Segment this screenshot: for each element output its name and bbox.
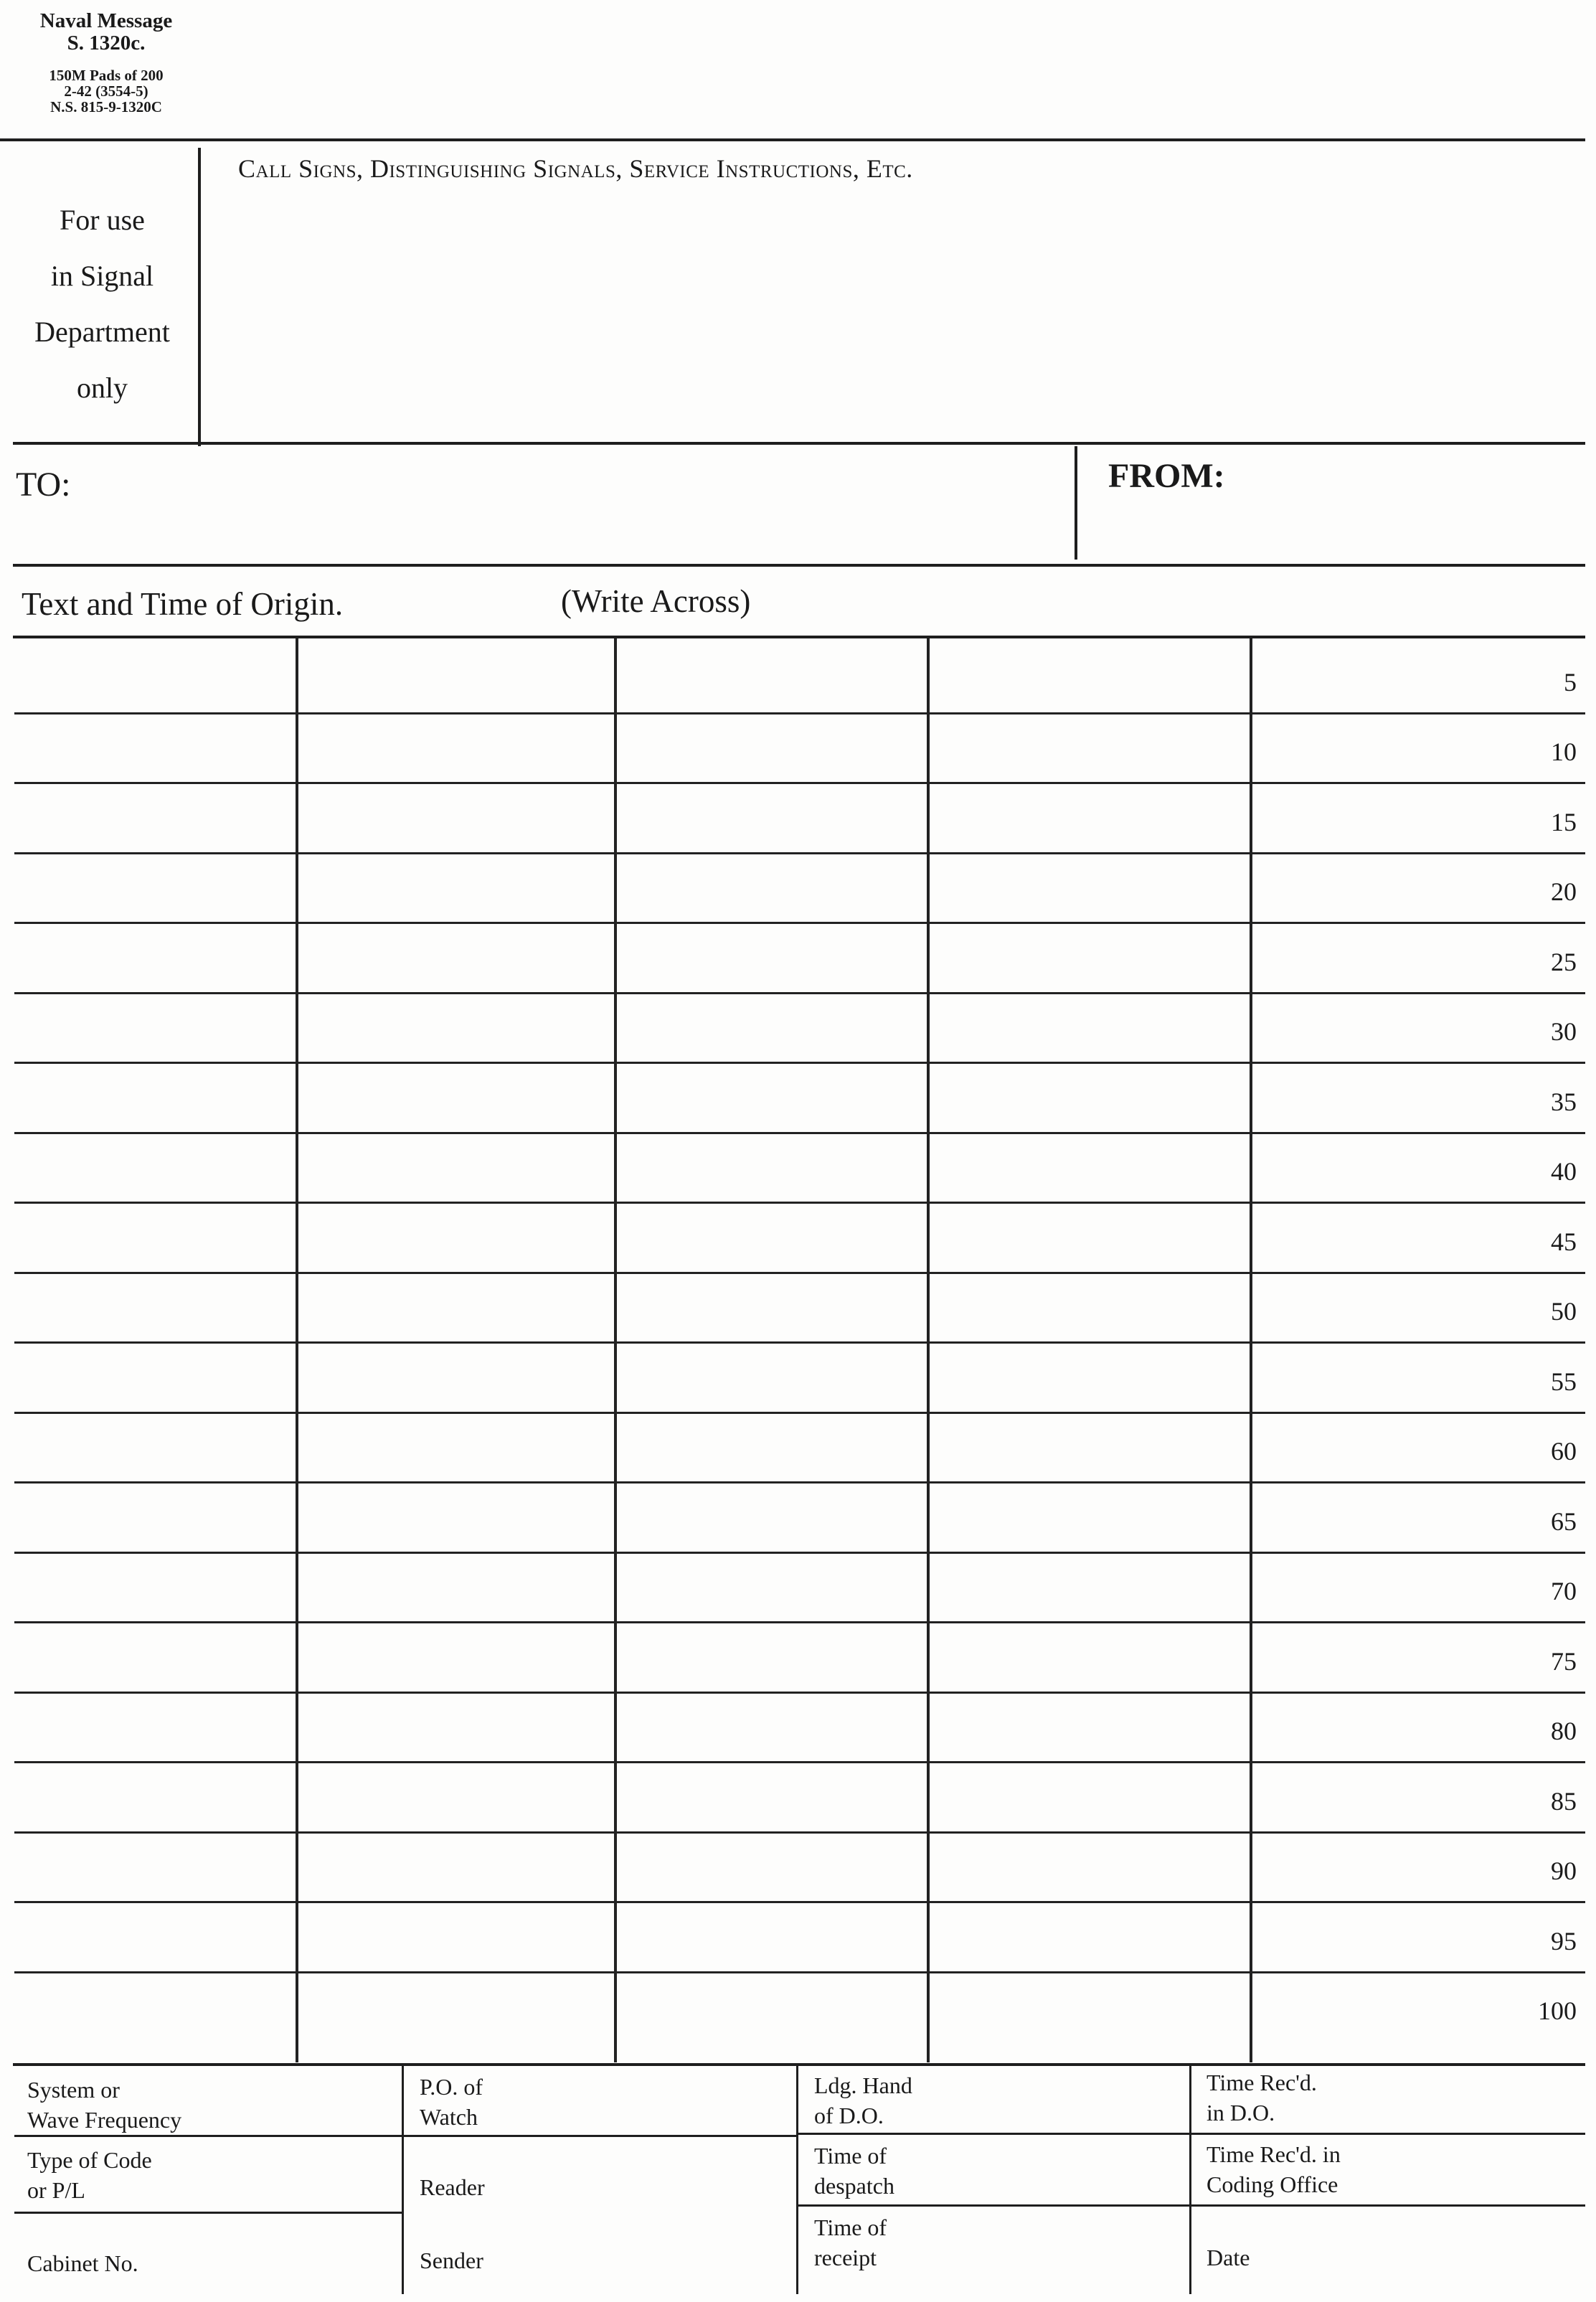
word-count-95: 95 [1551, 1927, 1577, 1956]
signal-note-line-2: in Signal [50, 260, 154, 292]
to-from-top-rule [13, 442, 1585, 445]
receipt-time-label: Time of receipt [814, 2214, 887, 2270]
signal-note-line-1: For use [60, 204, 145, 236]
form-number: S. 1320c. [67, 32, 146, 55]
word-count-50: 50 [1551, 1297, 1577, 1326]
reader-label: Reader [420, 2174, 485, 2200]
to-from-divider [1075, 446, 1077, 560]
cabinet-number-label: Cabinet No. [27, 2250, 138, 2276]
signal-note-line-4: only [76, 372, 128, 404]
text-section-top-rule [13, 564, 1585, 567]
print-info [13, 67, 199, 115]
word-count-15: 15 [1551, 808, 1577, 836]
word-count-75: 75 [1551, 1647, 1577, 1676]
grid-row-line [14, 1831, 1585, 1834]
word-count-20: 20 [1551, 877, 1577, 906]
to-field[interactable] [86, 452, 1069, 552]
grid-row-line [14, 922, 1585, 924]
text-section-heading: Text and Time of Origin. [22, 586, 344, 622]
footer-column-divider [796, 2065, 798, 2294]
grid-row-line [14, 1971, 1585, 1973]
grid-row-line [14, 1272, 1585, 1274]
grid-row-line [14, 992, 1585, 994]
word-count-10: 10 [1551, 737, 1577, 766]
write-across-instruction: (Write Across) [561, 583, 751, 619]
signal-note-line-3: Department [34, 316, 170, 348]
print-line-2: 2-42 (3554-5) [64, 82, 148, 100]
grid-row-line [14, 1132, 1585, 1134]
grid-row-line [14, 1621, 1585, 1623]
po-watch-label: P.O. of Watch [420, 2074, 483, 2130]
word-count-30: 30 [1551, 1017, 1577, 1046]
top-rule [0, 138, 1585, 141]
grid-row-line [14, 1552, 1585, 1554]
message-log-footer [14, 2065, 1585, 2301]
word-count-45: 45 [1551, 1227, 1577, 1256]
system-frequency-label: System or Wave Frequency [27, 2077, 182, 2133]
grid-row-line [14, 782, 1585, 784]
message-text-grid[interactable] [14, 638, 1585, 2062]
word-count-85: 85 [1551, 1787, 1577, 1816]
footer-row-line [402, 2135, 796, 2137]
grid-row-line [14, 1901, 1585, 1903]
footer-row-line [796, 2133, 1189, 2135]
time-received-coding-label: Time Rec'd. in Coding Office [1207, 2141, 1341, 2197]
form-code-block [13, 10, 199, 115]
footer-row-line [14, 2212, 402, 2214]
word-count-35: 35 [1551, 1088, 1577, 1116]
word-count-40: 40 [1551, 1157, 1577, 1186]
footer-row-line [14, 2135, 402, 2137]
print-line-1: 150M Pads of 200 [49, 67, 164, 84]
word-count-90: 90 [1551, 1857, 1577, 1885]
grid-row-line [14, 712, 1585, 714]
call-signs-field[interactable] [204, 194, 1582, 438]
signal-box-divider [198, 148, 201, 446]
leading-hand-label: Ldg. Hand of D.O. [814, 2072, 912, 2128]
grid-row-line [14, 1062, 1585, 1064]
word-count-60: 60 [1551, 1437, 1577, 1466]
grid-row-line [14, 1692, 1585, 1694]
word-count-25: 25 [1551, 948, 1577, 976]
from-label: FROM: [1108, 457, 1225, 495]
print-line-3: N.S. 815-9-1320C [50, 98, 162, 115]
despatch-time-label: Time of despatch [814, 2143, 894, 2199]
grid-row-line [14, 1761, 1585, 1763]
footer-column-divider [1189, 2065, 1191, 2294]
to-label: TO: [16, 466, 71, 504]
word-count-55: 55 [1551, 1367, 1577, 1396]
footer-row-line [1189, 2133, 1585, 2135]
word-count-65: 65 [1551, 1507, 1577, 1536]
form-title: Naval Message [39, 9, 173, 32]
from-field[interactable] [1234, 452, 1578, 552]
word-count-100: 100 [1538, 1996, 1577, 2025]
grid-row-line [14, 1341, 1585, 1344]
footer-column-divider [402, 2065, 404, 2294]
grid-row-line [14, 1202, 1585, 1204]
call-signs-heading: Call Signs, Distinguishing Signals, Service Instructions, Etc. [238, 154, 913, 183]
grid-row-line [14, 1481, 1585, 1483]
code-type-label: Type of Code or P/L [27, 2147, 152, 2203]
time-received-do-label: Time Rec'd. in D.O. [1207, 2070, 1317, 2126]
signal-department-note [7, 192, 197, 416]
footer-row-line [796, 2204, 1189, 2207]
grid-row-line [14, 852, 1585, 854]
date-label: Date [1207, 2245, 1250, 2270]
sender-label: Sender [420, 2247, 483, 2273]
word-count-80: 80 [1551, 1717, 1577, 1745]
word-count-70: 70 [1551, 1577, 1577, 1605]
footer-row-line [1189, 2204, 1585, 2207]
grid-row-line [14, 1412, 1585, 1414]
word-count-5: 5 [1564, 668, 1577, 697]
